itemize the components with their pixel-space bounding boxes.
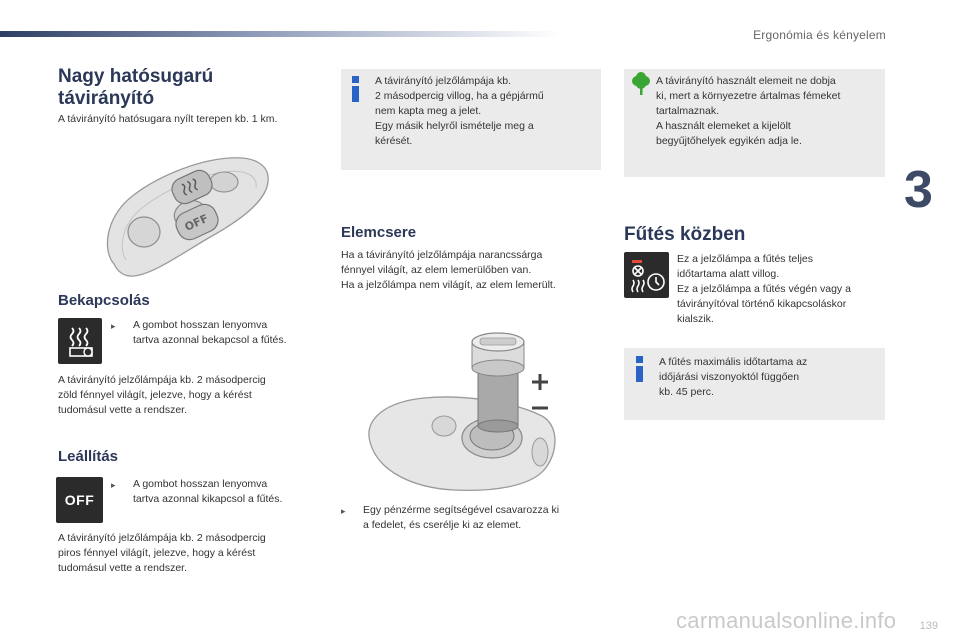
section-title: Ergonómia és kényelem <box>753 28 886 42</box>
remote-control-illustration <box>104 152 274 284</box>
bekapcsolas-bullet: ▸ A gombot hosszan lenyomva tartva azonnal bekapcsol a fűtés. <box>111 319 287 346</box>
futes-text: Ez a jelzőlámpa a fűtés teljes időtartama alatt villog. Ez a jelzőlámpa a fűtés végén vagy a távirányítóval történő kikapcsoláskor kialszik. <box>677 253 851 325</box>
leallitas-text: A távirányító jelzőlámpája kb. 2 másodpercig piros fénnyel világít, jelezve, hogy a kérést tudomásul vette a rendszer. <box>58 532 266 574</box>
battery-replacement-illustration <box>364 330 560 500</box>
page-title: Nagy hatósugarú távirányító <box>58 66 214 109</box>
watermark: carmanualsonline.info <box>676 608 897 633</box>
info-text-duration: A fűtés maximális időtartama az időjárási viszonyoktól függően kb. 45 perc. <box>659 356 808 398</box>
svg-text:OFF: OFF <box>182 211 211 234</box>
off-button-icon: OFF <box>56 477 103 523</box>
leallitas-bullet: ▸ A gombot hosszan lenyomva tartva azonnal kikapcsol a fűtés. <box>111 478 283 505</box>
bullet-arrow-icon: ▸ <box>111 480 116 490</box>
info-icon <box>352 76 360 102</box>
info-text-signal: A távirányító jelzőlámpája kb. 2 másodpercig villog, ha a gépjármű nem kapta meg a jelet. Egy másik helyről ismételje meg a kérését. <box>375 75 544 147</box>
eco-text: A távirányító használt elemeit ne dobja ki, mert a környezetre ártalmas fémeket tartalmaznak. A használt elemeket a kijelölt begyűjtőhelyek egyikén adja le. <box>656 75 841 147</box>
chapter-number: 3 <box>904 161 933 219</box>
elemcsere-text: Ha a távirányító jelzőlámpája narancssárga fénnyel világít, az elem lemerülőben van. Ha a jelzőlámpa nem világít, az elem lemerült. <box>341 249 556 291</box>
heater-on-icon <box>58 318 102 364</box>
heading-elemcsere: Elemcsere <box>341 224 417 241</box>
header-gradient-bar <box>0 31 560 37</box>
bullet-arrow-icon: ▸ <box>341 506 346 516</box>
page-number: 139 <box>919 620 938 632</box>
elemcsere-bullet: ▸ Egy pénzérme segítségével csavarozza ki a fedelet, és cserélje ki az elemet. <box>341 504 560 531</box>
tree-icon <box>631 72 651 96</box>
info-icon <box>636 356 644 382</box>
heading-leallitas: Leállítás <box>58 448 119 465</box>
heading-bekapcsolas: Bekapcsolás <box>58 292 150 309</box>
bekapcsolas-text: A távirányító jelzőlámpája kb. 2 másodpercig zöld fénnyel világít, jelezve, hogy a kérést tudomásul vette a rendszer. <box>58 374 266 416</box>
heading-futes-kozben: Fűtés közben <box>624 224 746 245</box>
bullet-arrow-icon: ▸ <box>111 321 116 331</box>
range-text: A távirányító hatósugara nyílt terepen kb. 1 km. <box>58 113 278 125</box>
heating-indicator-icon <box>624 252 669 298</box>
